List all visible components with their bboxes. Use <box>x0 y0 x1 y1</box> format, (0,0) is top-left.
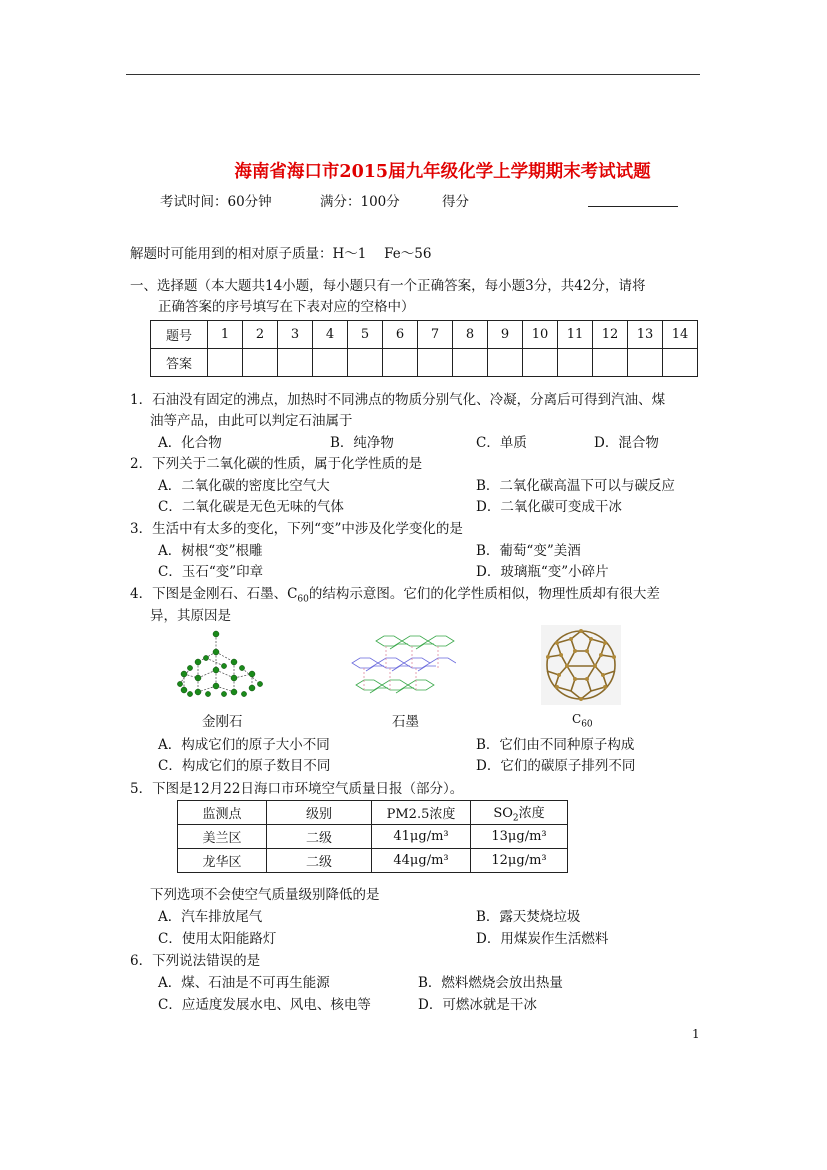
pm25-cell: 44μg/m³ <box>372 849 471 873</box>
q5-option-d: D．用煤炭作生活燃料 <box>476 931 609 947</box>
q3-option-c: C．玉石“变”印章 <box>158 564 264 580</box>
answer-table-number: 1 <box>208 321 243 349</box>
answer-table-number: 13 <box>628 321 663 349</box>
score-label: 得分 <box>442 194 469 210</box>
q5-option-b: B．露天焚烧垃圾 <box>476 909 581 925</box>
table-row <box>178 849 568 873</box>
q3-option-d: D．玻璃瓶“变”小碎片 <box>476 564 609 580</box>
col-header-so2: $SO_2$浓度 <box>471 801 568 825</box>
answer-cell[interactable] <box>243 349 278 377</box>
answer-table-label: 题号 <box>151 321 208 349</box>
diamond-caption: 金刚石 <box>202 714 243 730</box>
q2-option-b: B．二氧化碳高温下可以与碳反应 <box>476 478 675 494</box>
answer-table-number: 5 <box>348 321 383 349</box>
graphite-structure-image <box>346 627 456 697</box>
answer-cell[interactable] <box>348 349 383 377</box>
answer-cell[interactable] <box>558 349 593 377</box>
so2-cell: 13μg/m³ <box>471 825 568 849</box>
q4-option-b: B．它们由不同种原子构成 <box>476 737 635 753</box>
q1-option-d: D．混合物 <box>594 435 659 451</box>
answer-table-number: 3 <box>278 321 313 349</box>
q1-option-c: C．单质 <box>476 435 527 451</box>
q6-option-a: A．煤、石油是不可再生能源 <box>158 975 330 991</box>
answer-cell[interactable] <box>663 349 698 377</box>
answer-cell[interactable] <box>593 349 628 377</box>
col-header-station: 监测点 <box>178 801 267 825</box>
q3-stem: 3．生活中有太多的变化，下列“变”中涉及化学变化的是 <box>130 521 463 537</box>
answer-table-number: 2 <box>243 321 278 349</box>
station-cell: 龙华区 <box>178 849 267 873</box>
q1-stem-cont: 油等产品，由此可以判定石油属于 <box>150 413 353 429</box>
answer-table-number: 9 <box>488 321 523 349</box>
answer-cell[interactable] <box>278 349 313 377</box>
c60-caption: $C_{60}$ <box>572 712 593 730</box>
graphite-caption: 石墨 <box>392 714 419 730</box>
air-quality-header-row <box>178 801 568 825</box>
answer-cell[interactable] <box>488 349 523 377</box>
level-cell: 二级 <box>267 849 372 873</box>
answer-table-number: 4 <box>313 321 348 349</box>
score-blank[interactable] <box>588 190 678 207</box>
q5-option-a: A．汽车排放尾气 <box>158 909 263 925</box>
answer-table-number: 14 <box>663 321 698 349</box>
section1-heading: 一、选择题（本大题共14小题，每小题只有一个正确答案，每小题3分，共42分，请将 <box>130 278 646 294</box>
answer-table-number: 10 <box>523 321 558 349</box>
q6-stem: 6．下列说法错误的是 <box>130 953 261 969</box>
answer-table-number: 12 <box>593 321 628 349</box>
answer-table-answer-row <box>151 349 698 377</box>
q4-stem: 4．下图是金刚石、石墨、$C_{60}$的结构示意图。它们的化学性质相似，物理性质却有很大差 <box>130 586 660 605</box>
answer-table-number: 8 <box>453 321 488 349</box>
table-row <box>178 825 568 849</box>
answer-table-answer-label: 答案 <box>151 349 208 377</box>
q2-option-d: D．二氧化碳可变成干冰 <box>476 499 622 515</box>
q3-option-a: A．树根“变”根雕 <box>158 543 263 559</box>
q2-stem: 2．下列关于二氧化碳的性质，属于化学性质的是 <box>130 456 423 472</box>
q4-stem-cont: 异，其原因是 <box>150 608 231 624</box>
answer-cell[interactable] <box>383 349 418 377</box>
q6-option-b: B．燃料燃烧会放出热量 <box>418 975 563 991</box>
q6-option-d: D．可燃冰就是干冰 <box>418 997 537 1013</box>
answer-cell[interactable] <box>208 349 243 377</box>
answer-table-number: 6 <box>383 321 418 349</box>
q5-stem: 5．下图是12月22日海口市环境空气质量日报（部分）。 <box>130 781 464 797</box>
station-cell: 美兰区 <box>178 825 267 849</box>
header-rule <box>126 74 700 75</box>
q5-option-c: C．使用太阳能路灯 <box>158 931 277 947</box>
answer-table <box>150 320 698 377</box>
q1-option-b: B．纯净物 <box>330 435 394 451</box>
q1-option-a: A．化合物 <box>158 435 222 451</box>
page-number: 1 <box>692 1027 700 1041</box>
answer-table-number: 11 <box>558 321 593 349</box>
q3-option-b: B．葡萄“变”美酒 <box>476 543 581 559</box>
answer-table-number: 7 <box>418 321 453 349</box>
q4-option-a: A．构成它们的原子大小不同 <box>158 737 330 753</box>
section1-heading-cont: 正确答案的序号填写在下表对应的空格中） <box>158 299 415 315</box>
col-header-level: 级别 <box>267 801 372 825</box>
page-title: 海南省海口市2015届九年级化学上学期期末考试试题 <box>234 162 651 182</box>
c60-structure-image <box>541 625 621 705</box>
diamond-structure-image <box>176 628 268 700</box>
answer-cell[interactable] <box>523 349 558 377</box>
pm25-cell: 41μg/m³ <box>372 825 471 849</box>
answer-cell[interactable] <box>313 349 348 377</box>
atomic-mass-note: 解题时可能用到的相对原子质量：H～1 Fe～56 <box>130 246 432 262</box>
q2-option-c: C．二氧化碳是无色无味的气体 <box>158 499 344 515</box>
q2-option-a: A．二氧化碳的密度比空气大 <box>158 478 330 494</box>
q4-option-d: D．它们的碳原子排列不同 <box>476 758 636 774</box>
exam-time: 考试时间：60分钟 <box>160 194 272 210</box>
answer-cell[interactable] <box>418 349 453 377</box>
q5-sub-stem: 下列选项不会使空气质量级别降低的是 <box>150 887 380 903</box>
q6-option-c: C．应适度发展水电、风电、核电等 <box>158 997 371 1013</box>
col-header-pm25: PM2.5浓度 <box>372 801 471 825</box>
answer-table-header-row <box>151 321 698 349</box>
answer-cell[interactable] <box>453 349 488 377</box>
answer-cell[interactable] <box>628 349 663 377</box>
level-cell: 二级 <box>267 825 372 849</box>
so2-cell: 12μg/m³ <box>471 849 568 873</box>
q1-stem: 1．石油没有固定的沸点，加热时不同沸点的物质分别气化、冷凝，分离后可得到汽油、煤 <box>130 392 666 408</box>
q4-option-c: C．构成它们的原子数目不同 <box>158 758 331 774</box>
air-quality-table <box>177 800 568 873</box>
full-score: 满分：100分 <box>320 194 400 210</box>
